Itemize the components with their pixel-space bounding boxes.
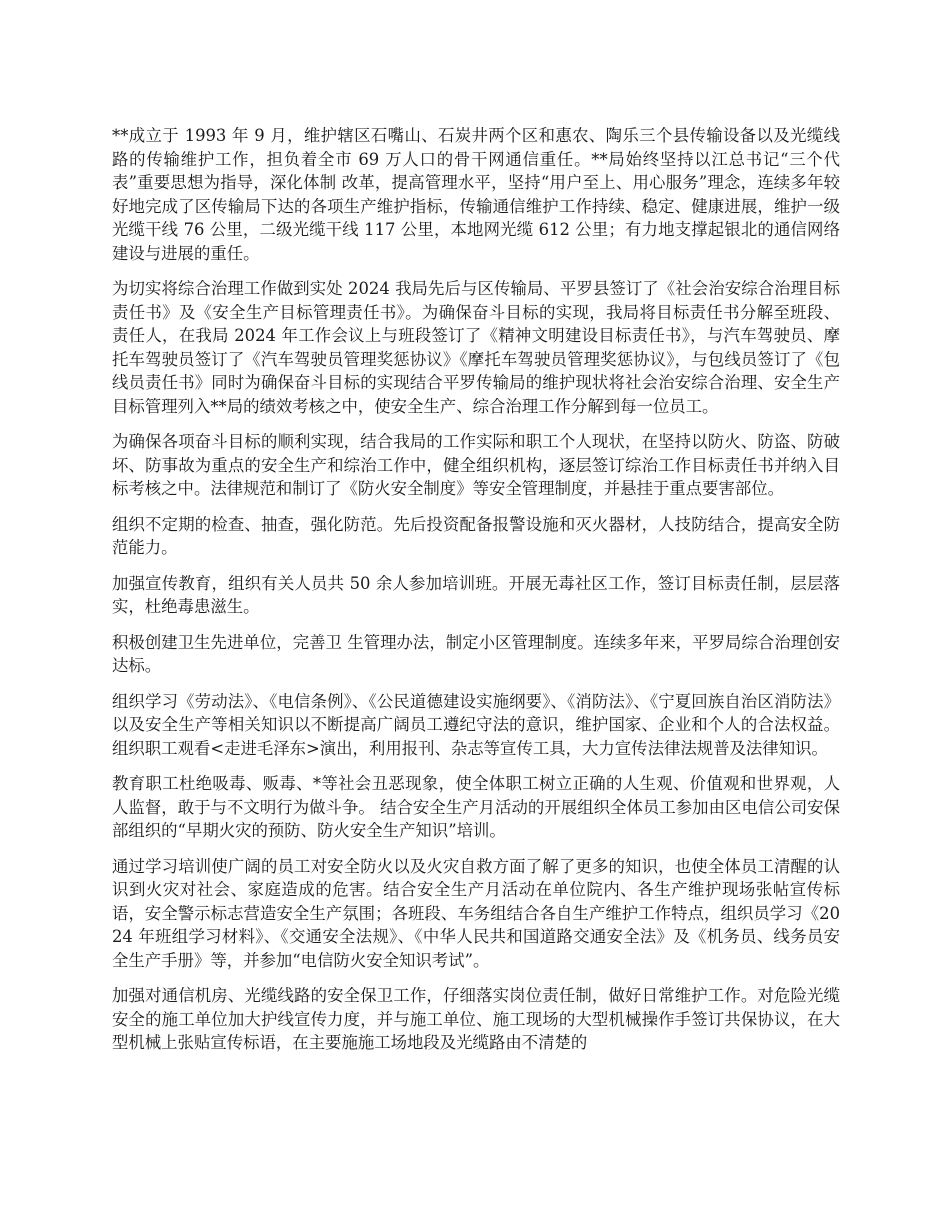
- paragraph-1: **成立于 1993 年 9 月，维护辖区石嘴山、石炭井两个区和惠农、陶乐三个县传输设备以及光缆线路的传输维护工作，担负着全市 69 万人口的骨干网通信重任。**局始终坚持以江总书记“三个代表”重要思想为指导，深化体制 改革，提高管理水平，坚持“用户至上、用心服务”理念，连续多年较好地完成了区传输局下达的各项生产维护指标，传输通信维护工作持续、稳定、健康进展，维护一级光缆干线 76 公里，二级光缆干线 117 公里，本地网光缆 612 公里；有力地支撑起银北的通信网络建设与进展的重任。: [112, 126, 840, 263]
- paragraph-5: 加强宣传教育，组织有关人员共 50 余人参加培训班。开展无毒社区工作，签订目标责任制，层层落实，杜绝毒患滋生。: [112, 573, 840, 616]
- paragraph-7: 组织学习《劳动法》、《电信条例》、《公民道德建设实施纲要》、《消防法》、《宁夏回族自治区消防法》以及安全生产等相关知识以不断提高广阔员工遵纪守法的意识，维护国家、企业和个人的合法权益。组织职工观看<走进毛泽东>演出，利用报刊、杂志等宣传工具，大力宣传法律法规普及法律知识。: [112, 691, 840, 758]
- paragraph-3: 为确保各项奋斗目标的顺利实现，结合我局的工作实际和职工个人现状，在坚持以防火、防盗、防破坏、防事故为重点的安全生产和综治工作中，健全组织机构，逐层签订综治工作目标责任书并纳入目标考核之中。法律规范和制订了《防火安全制度》等安全管理制度，并悬挂于重点要害部位。: [112, 432, 840, 498]
- paragraph-2: 为切实将综合治理工作做到实处 2024 我局先后与区传输局、平罗县签订了《社会治安综合治理目标责任书》及《安全生产目标管理责任书》。为确保奋斗目标的实现，我局将目标责任书分解至班段、责任人，在我局 2024 年工作会议上与班段签订了《精神文明建设目标责任书》，与汽车驾驶员、摩托车驾驶员签订了《汽车驾驶员管理奖惩协议》《摩托车驾驶员管理奖惩协议》，与包线员签订了《包线员责任书》同时为确保奋斗目标的实现结合平罗传输局的维护现状将社会治安综合治理、安全生产目标管理列入**局的绩效考核之中，使安全生产、综合治理工作分解到每一位员工。: [112, 279, 840, 416]
- paragraph-6: 积极创建卫生先进单位，完善卫 生管理办法，制定小区管理制度。连续多年来，平罗局综合治理创安达标。: [112, 632, 840, 675]
- paragraph-8: 教育职工杜绝吸毒、贩毒、*等社会丑恶现象，使全体职工树立正确的人生观、价值观和世界观，人人监督，敢于与不文明行为做斗争。 结合安全生产月活动的开展组织全体员工参加由区电信公司安保部组织的“早期火灾的预防、防火安全生产知识”培训。: [112, 774, 840, 840]
- paragraph-10: 加强对通信机房、光缆线路的安全保卫工作，仔细落实岗位责任制，做好日常维护工作。对危险光缆安全的施工单位加大护线宣传力度，并与施工单位、施工现场的大型机械操作手签订共保协议，在大型机械上张贴宣传标语，在主要施施工场地段及光缆路由不清楚的: [112, 986, 840, 1052]
- document-body: [112, 124, 840, 1067]
- paragraph-9: 通过学习培训使广阔的员工对安全防火以及火灾自救方面了解了更多的知识，也使全体员工清醒的认识到火灾对社会、家庭造成的危害。结合安全生产月活动在单位院内、各生产维护现场张帖宣传标语，安全警示标志营造安全生产氛围；各班段、车务组结合各自生产维护工作特点，组织员学习《2024 年班组学习材料》、《交通安全法规》、《中华人民共和国道路交通安全法》及《机务员、线务员安全生产手册》等，并参加“电信防火安全知识考试”。: [112, 856, 840, 970]
- paragraph-4: 组织不定期的检查、抽查，强化防范。先后投资配备报警设施和灭火器材，人技防结合，提高安全防范能力。: [112, 514, 840, 557]
